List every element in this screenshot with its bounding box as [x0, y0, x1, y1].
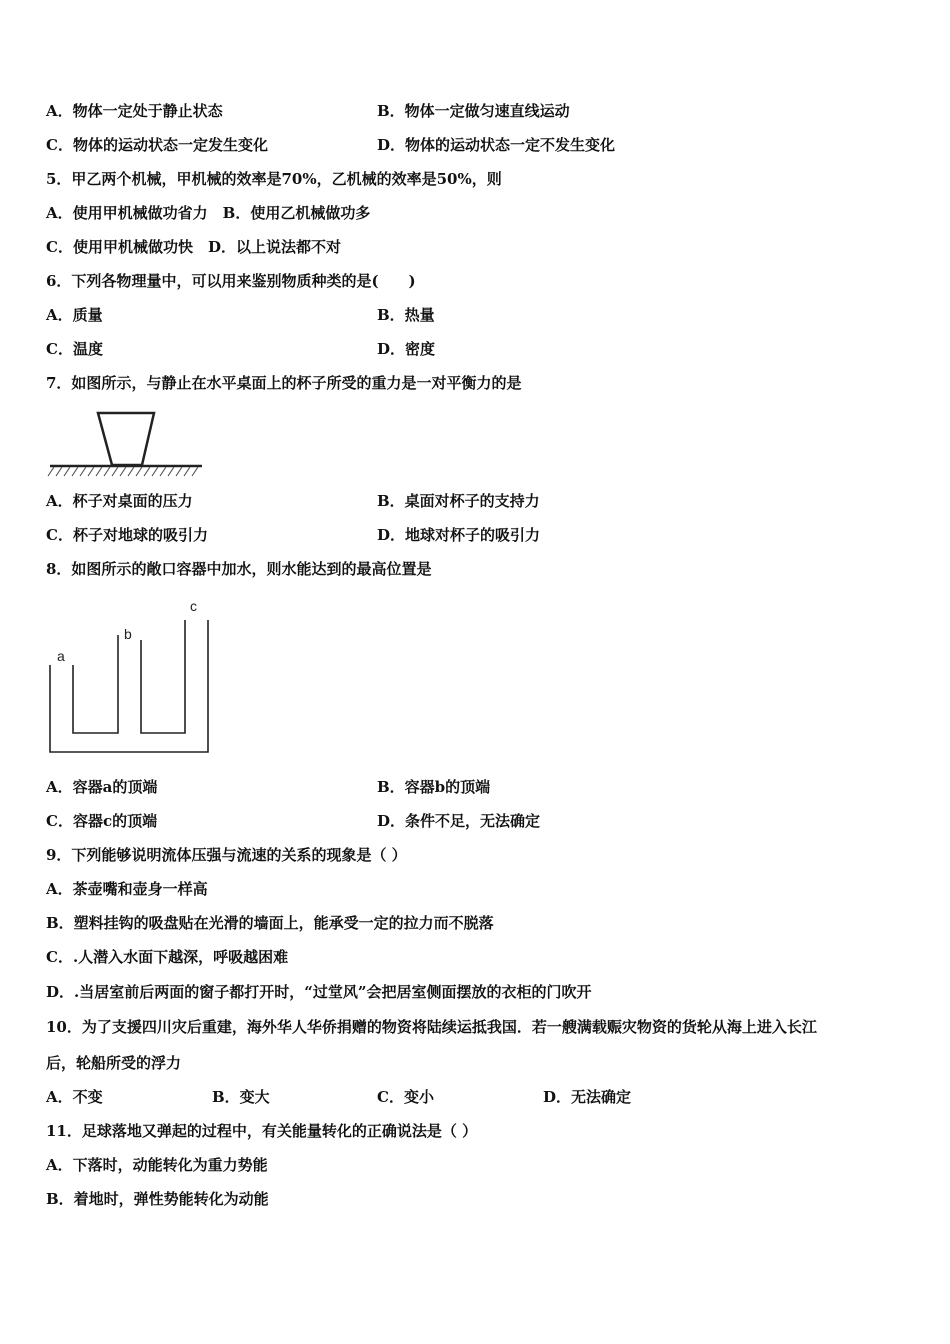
q5-options-ab: A．使用甲机械做功省力 B．使用乙机械做功多 [46, 204, 371, 222]
q10-option-c: C．变小 [377, 1088, 434, 1106]
connected-container-figure [44, 595, 219, 760]
table-hatching [48, 467, 198, 476]
q9-option-d: D．.当居室前后两面的窗子都打开时，“过堂风”会把居室侧面摆放的衣柜的门吹开 [46, 983, 592, 1001]
q6-option-b: B．热量 [377, 306, 435, 324]
q8-option-a: A．容器a的顶端 [46, 778, 158, 796]
q9-stem: 9．下列能够说明流体压强与流速的关系的现象是（ ） [46, 846, 407, 864]
q6-stem: 6．下列各物理量中，可以用来鉴别物质种类的是( ) [46, 272, 416, 290]
q4-option-b: B．物体一定做匀速直线运动 [377, 102, 570, 120]
label-b: b [124, 626, 132, 642]
q10-stem-line1: 10．为了支援四川灾后重建，海外华人华侨捐赠的物资将陆续运抵我国．若一艘满载赈灾物资的货轮从海上进入长江 [46, 1018, 817, 1036]
cup-on-table-figure [46, 408, 206, 478]
q7-option-d: D．地球对杯子的吸引力 [377, 526, 541, 544]
q9-option-c: C．.人潜入水面下越深，呼吸越困难 [46, 948, 289, 966]
q8-option-b: B．容器b的顶端 [377, 778, 491, 796]
q10-stem-line2: 后，轮船所受的浮力 [46, 1054, 182, 1072]
cup-shape [98, 413, 154, 465]
q8-option-c: C．容器c的顶端 [46, 812, 158, 830]
label-a: a [57, 648, 65, 664]
q11-option-a: A．下落时，动能转化为重力势能 [46, 1156, 268, 1174]
q8-option-d: D．条件不足，无法确定 [377, 812, 541, 830]
q11-stem: 11．足球落地又弹起的过程中，有关能量转化的正确说法是（ ） [46, 1122, 478, 1140]
q7-option-a: A．杯子对桌面的压力 [46, 492, 193, 510]
q4-option-c: C．物体的运动状态一定发生变化 [46, 136, 268, 154]
q10-option-d: D．无法确定 [543, 1088, 632, 1106]
q5-options-cd: C．使用甲机械做功快 D．以上说法都不对 [46, 238, 341, 256]
q11-option-b: B．着地时，弹性势能转化为动能 [46, 1190, 269, 1208]
q6-option-a: A．质量 [46, 306, 103, 324]
q9-option-a: A．茶壶嘴和壶身一样高 [46, 880, 208, 898]
q4-option-d: D．物体的运动状态一定不发生变化 [377, 136, 616, 154]
q10-option-a: A．不变 [46, 1088, 103, 1106]
q9-option-b: B．塑料挂钩的吸盘贴在光滑的墙面上，能承受一定的拉力而不脱落 [46, 914, 494, 932]
label-c: c [190, 598, 197, 614]
q8-stem: 8．如图所示的敞口容器中加水，则水能达到的最高位置是 [46, 560, 432, 578]
q6-option-d: D．密度 [377, 340, 436, 358]
q7-stem: 7．如图所示，与静止在水平桌面上的杯子所受的重力是一对平衡力的是 [46, 374, 522, 392]
q5-stem: 5．甲乙两个机械，甲机械的效率是70%，乙机械的效率是50%，则 [46, 170, 502, 188]
q4-option-a: A．物体一定处于静止状态 [46, 102, 223, 120]
q6-option-c: C．温度 [46, 340, 103, 358]
q7-option-b: B．桌面对杯子的支持力 [377, 492, 540, 510]
q7-option-c: C．杯子对地球的吸引力 [46, 526, 208, 544]
q10-option-b: B．变大 [212, 1088, 270, 1106]
